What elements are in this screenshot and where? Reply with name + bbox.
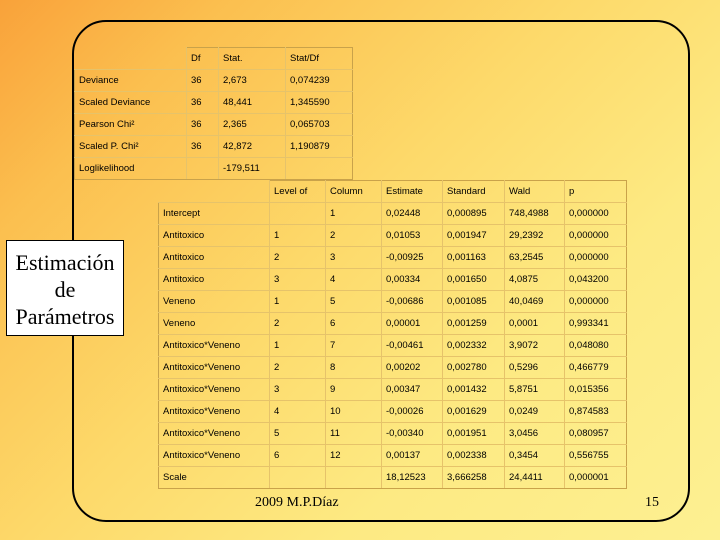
param-effect: Antitoxico*Veneno [159,401,270,423]
param-p: 0,015356 [565,379,627,401]
param-row [159,313,627,335]
param-p: 0,556755 [565,445,627,467]
param-level [270,203,326,225]
param-p-header: p [565,181,627,203]
fit-label: Scaled P. Chi² [75,136,187,158]
param-estimate-header: Estimate [382,181,443,203]
param-wald: 0,0249 [505,401,565,423]
param-standard: 0,002780 [443,357,505,379]
fit-row [75,158,353,180]
parameter-estimates-table [158,180,627,489]
param-level: 1 [270,225,326,247]
slide-title-line: Estimación [15,250,115,275]
param-row [159,269,627,291]
fit-statdf: 1,345590 [286,92,353,114]
param-level: 6 [270,445,326,467]
param-wald-header: Wald [505,181,565,203]
param-column: 6 [326,313,382,335]
fit-df [187,158,219,180]
fit-label: Pearson Chi² [75,114,187,136]
param-wald: 24,4411 [505,467,565,489]
param-p: 0,080957 [565,423,627,445]
param-column: 10 [326,401,382,423]
param-standard: 0,000895 [443,203,505,225]
param-standard: 0,002332 [443,335,505,357]
fit-stat: -179,511 [219,158,286,180]
param-estimate: -0,00461 [382,335,443,357]
slide-title-box [6,240,124,336]
fit-stat: 2,365 [219,114,286,136]
param-effect: Antitoxico*Veneno [159,423,270,445]
fit-header-df: Df [187,48,219,70]
fit-row [75,70,353,92]
fit-df: 36 [187,136,219,158]
param-estimate: 0,01053 [382,225,443,247]
param-column: 4 [326,269,382,291]
param-level: 1 [270,291,326,313]
param-level: 4 [270,401,326,423]
param-wald: 5,8751 [505,379,565,401]
param-level: 5 [270,423,326,445]
footer-text: 2009 M.P.Díaz [255,495,339,510]
param-effect: Antitoxico*Veneno [159,357,270,379]
param-column: 1 [326,203,382,225]
param-effect-header [159,181,270,203]
param-column: 3 [326,247,382,269]
param-effect: Antitoxico*Veneno [159,445,270,467]
param-estimate: 0,00334 [382,269,443,291]
param-wald: 3,0456 [505,423,565,445]
param-p: 0,000001 [565,467,627,489]
param-column: 8 [326,357,382,379]
param-estimate: -0,00026 [382,401,443,423]
param-row [159,203,627,225]
param-level: 2 [270,247,326,269]
param-estimate: -0,00925 [382,247,443,269]
param-column [326,467,382,489]
param-column: 9 [326,379,382,401]
param-standard: 0,001947 [443,225,505,247]
param-wald: 748,4988 [505,203,565,225]
fit-header-statdf: Stat/Df [286,48,353,70]
param-wald: 3,9072 [505,335,565,357]
param-effect: Antitoxico*Veneno [159,335,270,357]
page-number: 15 [645,495,659,510]
param-estimate: -0,00340 [382,423,443,445]
param-standard: 3,666258 [443,467,505,489]
slide-title-line: Parámetros [15,304,115,329]
param-level: 3 [270,269,326,291]
param-row [159,379,627,401]
param-wald: 63,2545 [505,247,565,269]
fit-header-stat: Stat. [219,48,286,70]
param-effect: Veneno [159,291,270,313]
param-estimate: -0,00686 [382,291,443,313]
param-standard: 0,001259 [443,313,505,335]
param-p: 0,000000 [565,247,627,269]
param-standard: 0,002338 [443,445,505,467]
param-wald: 0,5296 [505,357,565,379]
param-wald: 0,0001 [505,313,565,335]
param-row [159,247,627,269]
fit-row [75,114,353,136]
param-level: 2 [270,313,326,335]
param-level: 3 [270,379,326,401]
param-standard: 0,001951 [443,423,505,445]
param-level: 1 [270,335,326,357]
fit-df: 36 [187,92,219,114]
param-row [159,225,627,247]
fit-stat: 2,673 [219,70,286,92]
param-column: 11 [326,423,382,445]
fit-stat: 42,872 [219,136,286,158]
param-column: 12 [326,445,382,467]
param-row [159,357,627,379]
param-column: 5 [326,291,382,313]
param-effect: Antitoxico [159,247,270,269]
param-column: 7 [326,335,382,357]
param-header-row [159,181,627,203]
param-estimate: 0,00347 [382,379,443,401]
param-row [159,467,627,489]
param-effect: Antitoxico*Veneno [159,379,270,401]
param-standard: 0,001650 [443,269,505,291]
param-p: 0,874583 [565,401,627,423]
fit-label: Loglikelihood [75,158,187,180]
param-p: 0,000000 [565,291,627,313]
param-row [159,291,627,313]
param-standard-header: Standard [443,181,505,203]
param-effect: Scale [159,467,270,489]
param-level: 2 [270,357,326,379]
param-estimate: 0,02448 [382,203,443,225]
param-wald: 4,0875 [505,269,565,291]
param-estimate: 18,12523 [382,467,443,489]
param-p: 0,466779 [565,357,627,379]
param-row [159,445,627,467]
fit-label: Scaled Deviance [75,92,187,114]
param-standard: 0,001432 [443,379,505,401]
fit-statdf [286,158,353,180]
slide-title-line: de [54,277,76,302]
param-p: 0,000000 [565,225,627,247]
fit-stat: 48,441 [219,92,286,114]
param-standard: 0,001163 [443,247,505,269]
param-standard: 0,001085 [443,291,505,313]
param-row [159,335,627,357]
param-level [270,467,326,489]
param-row [159,423,627,445]
param-p: 0,000000 [565,203,627,225]
param-estimate: 0,00137 [382,445,443,467]
param-effect: Veneno [159,313,270,335]
param-p: 0,043200 [565,269,627,291]
param-column: 2 [326,225,382,247]
param-effect: Intercept [159,203,270,225]
fit-row [75,136,353,158]
param-wald: 29,2392 [505,225,565,247]
param-standard: 0,001629 [443,401,505,423]
param-level-header: Level of [270,181,326,203]
fit-statdf: 0,074239 [286,70,353,92]
fit-df: 36 [187,114,219,136]
param-effect: Antitoxico [159,225,270,247]
param-wald: 40,0469 [505,291,565,313]
param-row [159,401,627,423]
fit-df: 36 [187,70,219,92]
param-effect: Antitoxico [159,269,270,291]
fit-header-empty [75,48,187,70]
param-wald: 0,3454 [505,445,565,467]
fit-statistics-table [74,47,353,180]
param-estimate: 0,00001 [382,313,443,335]
fit-statdf: 1,190879 [286,136,353,158]
param-p: 0,048080 [565,335,627,357]
fit-statdf: 0,065703 [286,114,353,136]
fit-label: Deviance [75,70,187,92]
fit-header-row [75,48,353,70]
param-p: 0,993341 [565,313,627,335]
fit-row [75,92,353,114]
param-column-header: Column [326,181,382,203]
param-estimate: 0,00202 [382,357,443,379]
